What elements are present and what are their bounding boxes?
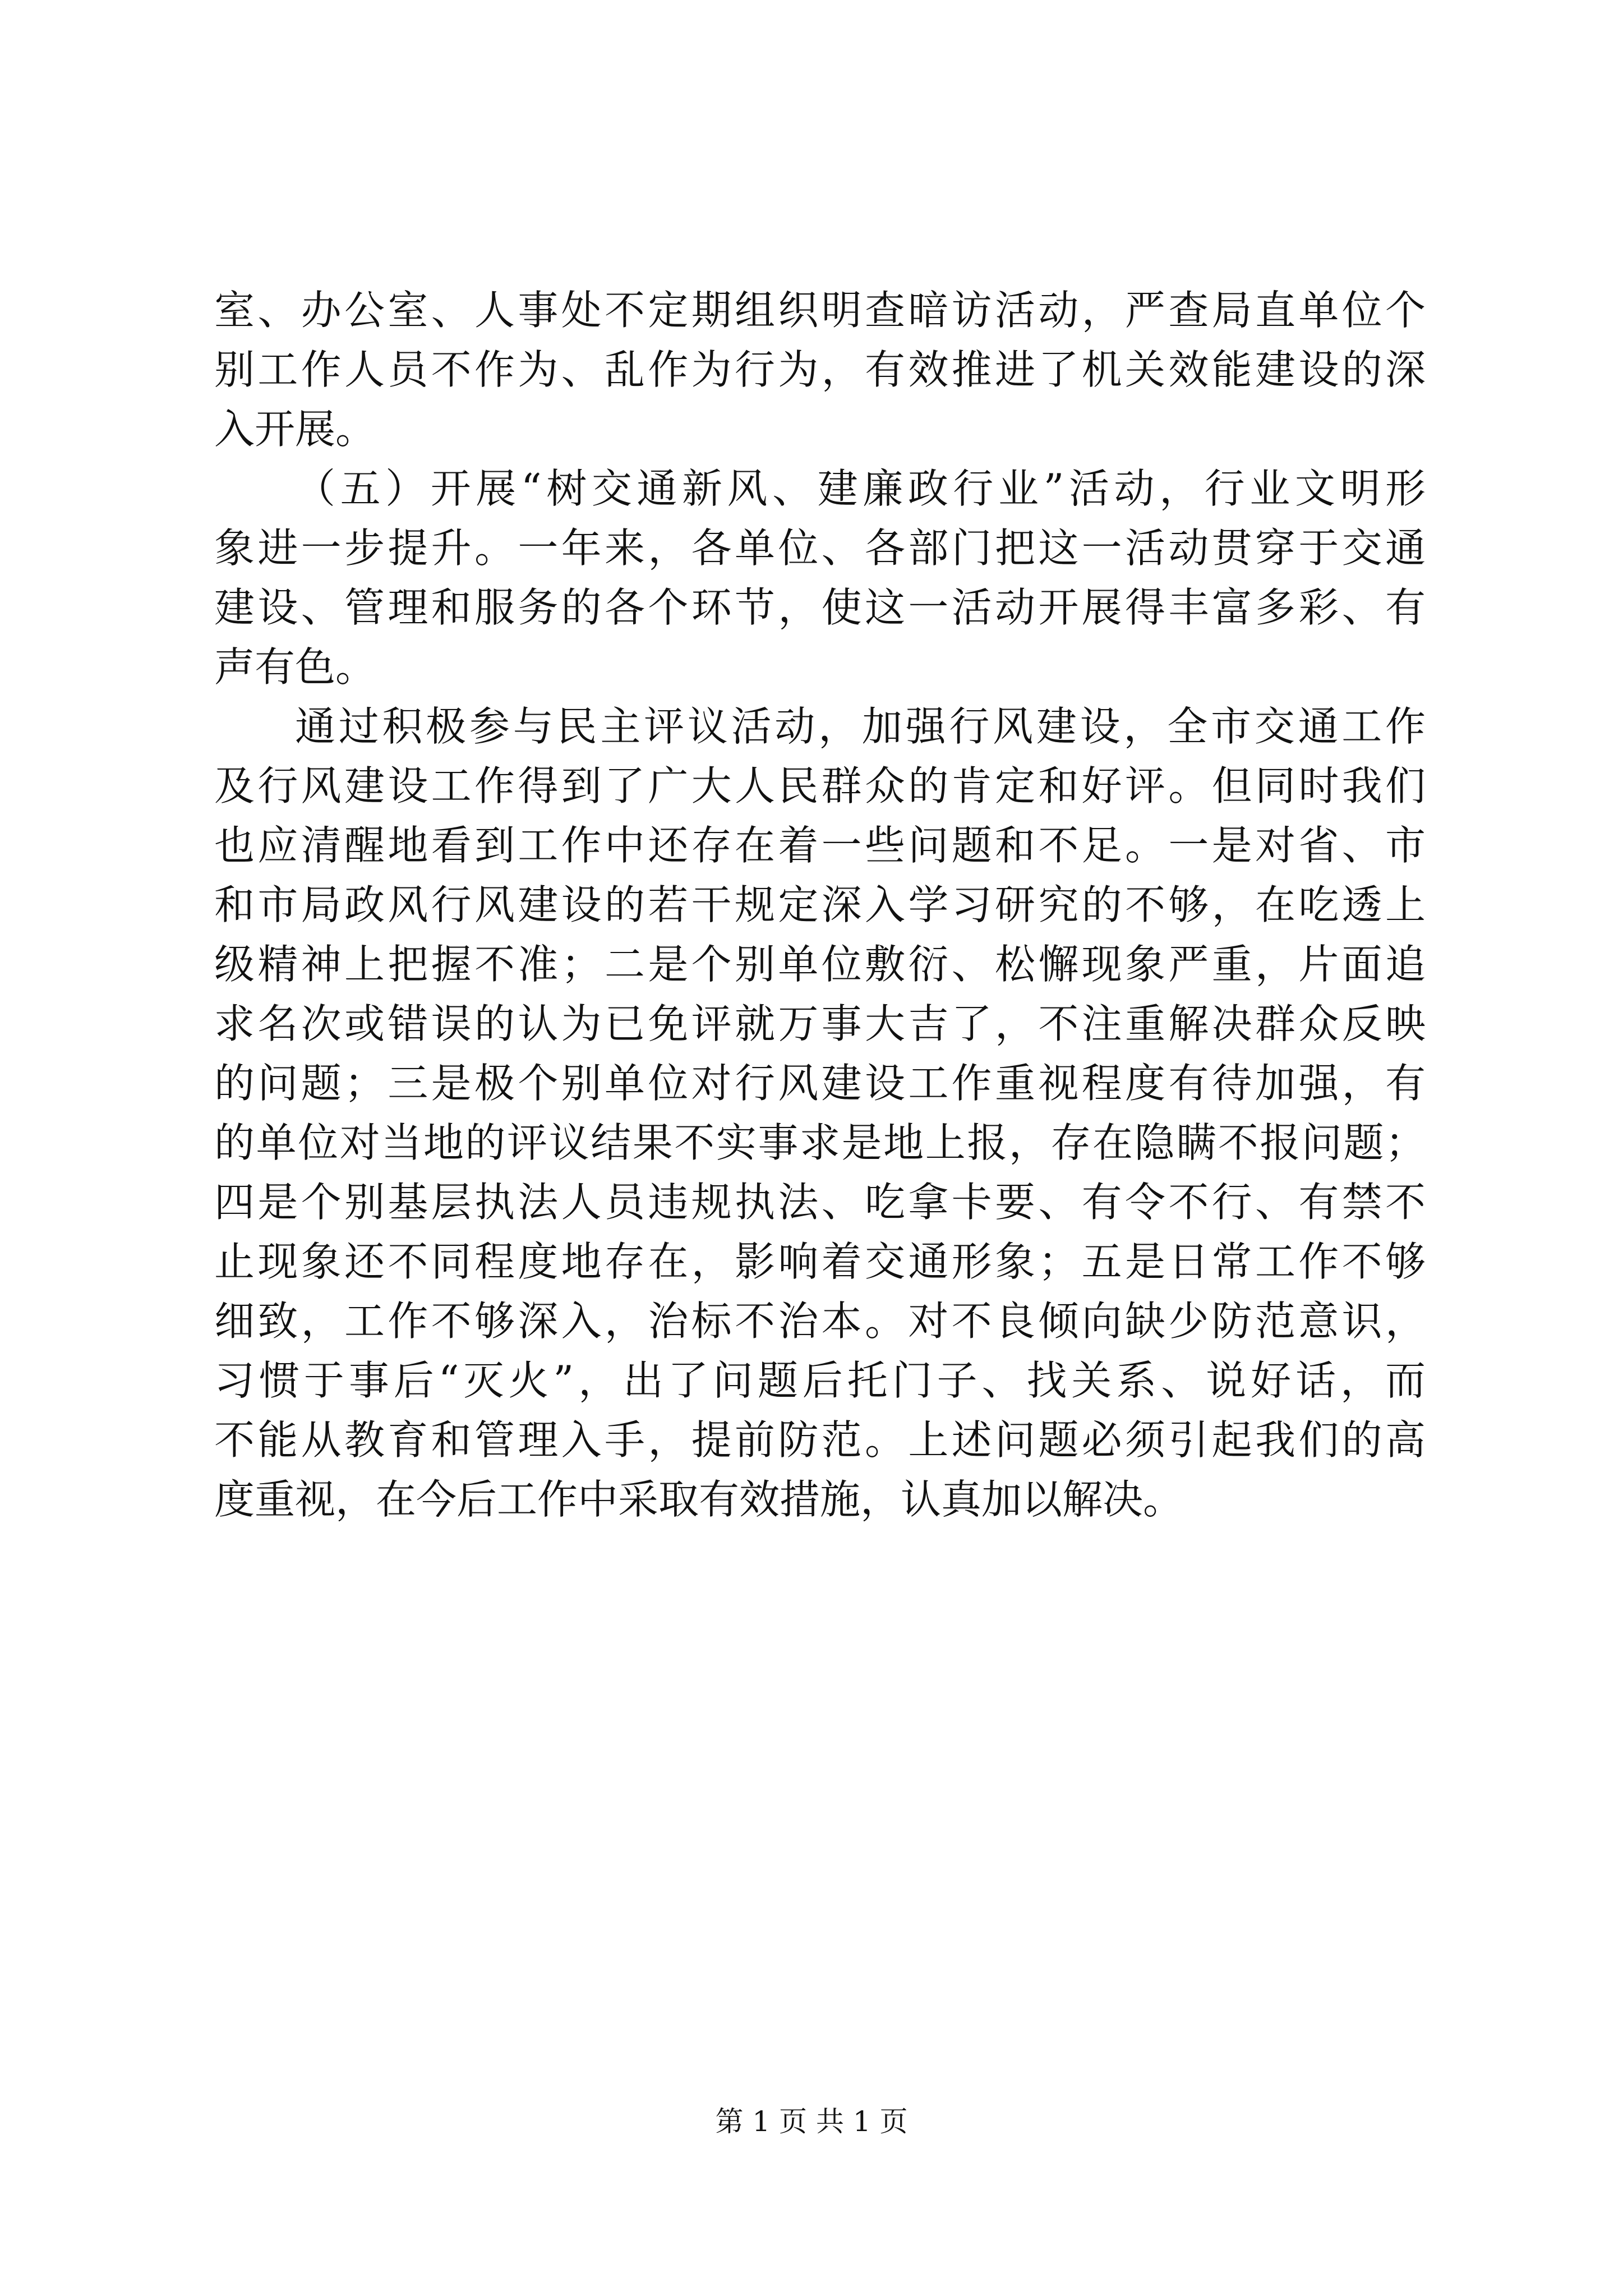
text-line: 不能从教育和管理入手，提前防范。上述问题必须引起我们的高	[214, 1416, 1426, 1464]
text-line: 和市局政风行风建设的若干规定深入学习研究的不够，在吃透上	[214, 881, 1426, 928]
page-number-footer: 第 1 页 共 1 页	[715, 2105, 908, 2138]
text-line: 度重视，在今后工作中采取有效措施，认真加以解决。	[214, 1476, 1184, 1523]
text-line: 及行风建设工作得到了广大人民群众的肯定和好评。但同时我们	[214, 762, 1426, 809]
text-line: 也应清醒地看到工作中还存在着一些问题和不足。一是对省、市	[214, 822, 1426, 869]
text-line: 止现象还不同程度地存在，影响着交通形象；五是日常工作不够	[214, 1238, 1426, 1285]
text-line: 室、办公室、人事处不定期组织明查暗访活动，严查局直单位个	[214, 287, 1426, 334]
text-line: 建设、管理和服务的各个环节，使这一活动开展得丰富多彩、有	[214, 584, 1426, 631]
text-line: 级精神上把握不准；二是个别单位敷衍、松懈现象严重，片面追	[214, 941, 1426, 988]
text-line: 别工作人员不作为、乱作为行为，有效推进了机关效能建设的深	[214, 346, 1426, 393]
text-line: （五）开展“树交通新风、建廉政行业”活动，行业文明形	[295, 465, 1426, 512]
text-line: 细致，工作不够深入，治标不治本。对不良倾向缺少防范意识，	[214, 1297, 1426, 1345]
paragraph	[214, 280, 1426, 459]
document-body	[214, 280, 1426, 1529]
text-line: 四是个别基层执法人员违规执法、吃拿卡要、有令不行、有禁不	[214, 1179, 1426, 1226]
text-line: 的问题；三是极个别单位对行风建设工作重视程度有待加强，有	[214, 1060, 1426, 1107]
text-line: 习惯于事后“灭火”，出了问题后托门子、找关系、说好话，而	[214, 1357, 1426, 1404]
paragraph	[214, 459, 1426, 697]
paragraph	[214, 697, 1426, 1529]
text-line: 的单位对当地的评议结果不实事求是地上报，存在隐瞒不报问题；	[214, 1119, 1426, 1166]
text-line: 声有色。	[214, 643, 376, 691]
text-line: 入开展。	[214, 406, 376, 453]
text-line: 求名次或错误的认为已免评就万事大吉了，不注重解决群众反映	[214, 1000, 1426, 1047]
text-line: 象进一步提升。一年来，各单位、各部门把这一活动贯穿于交通	[214, 524, 1426, 572]
text-line: 通过积极参与民主评议活动，加强行风建设，全市交通工作	[295, 703, 1426, 750]
